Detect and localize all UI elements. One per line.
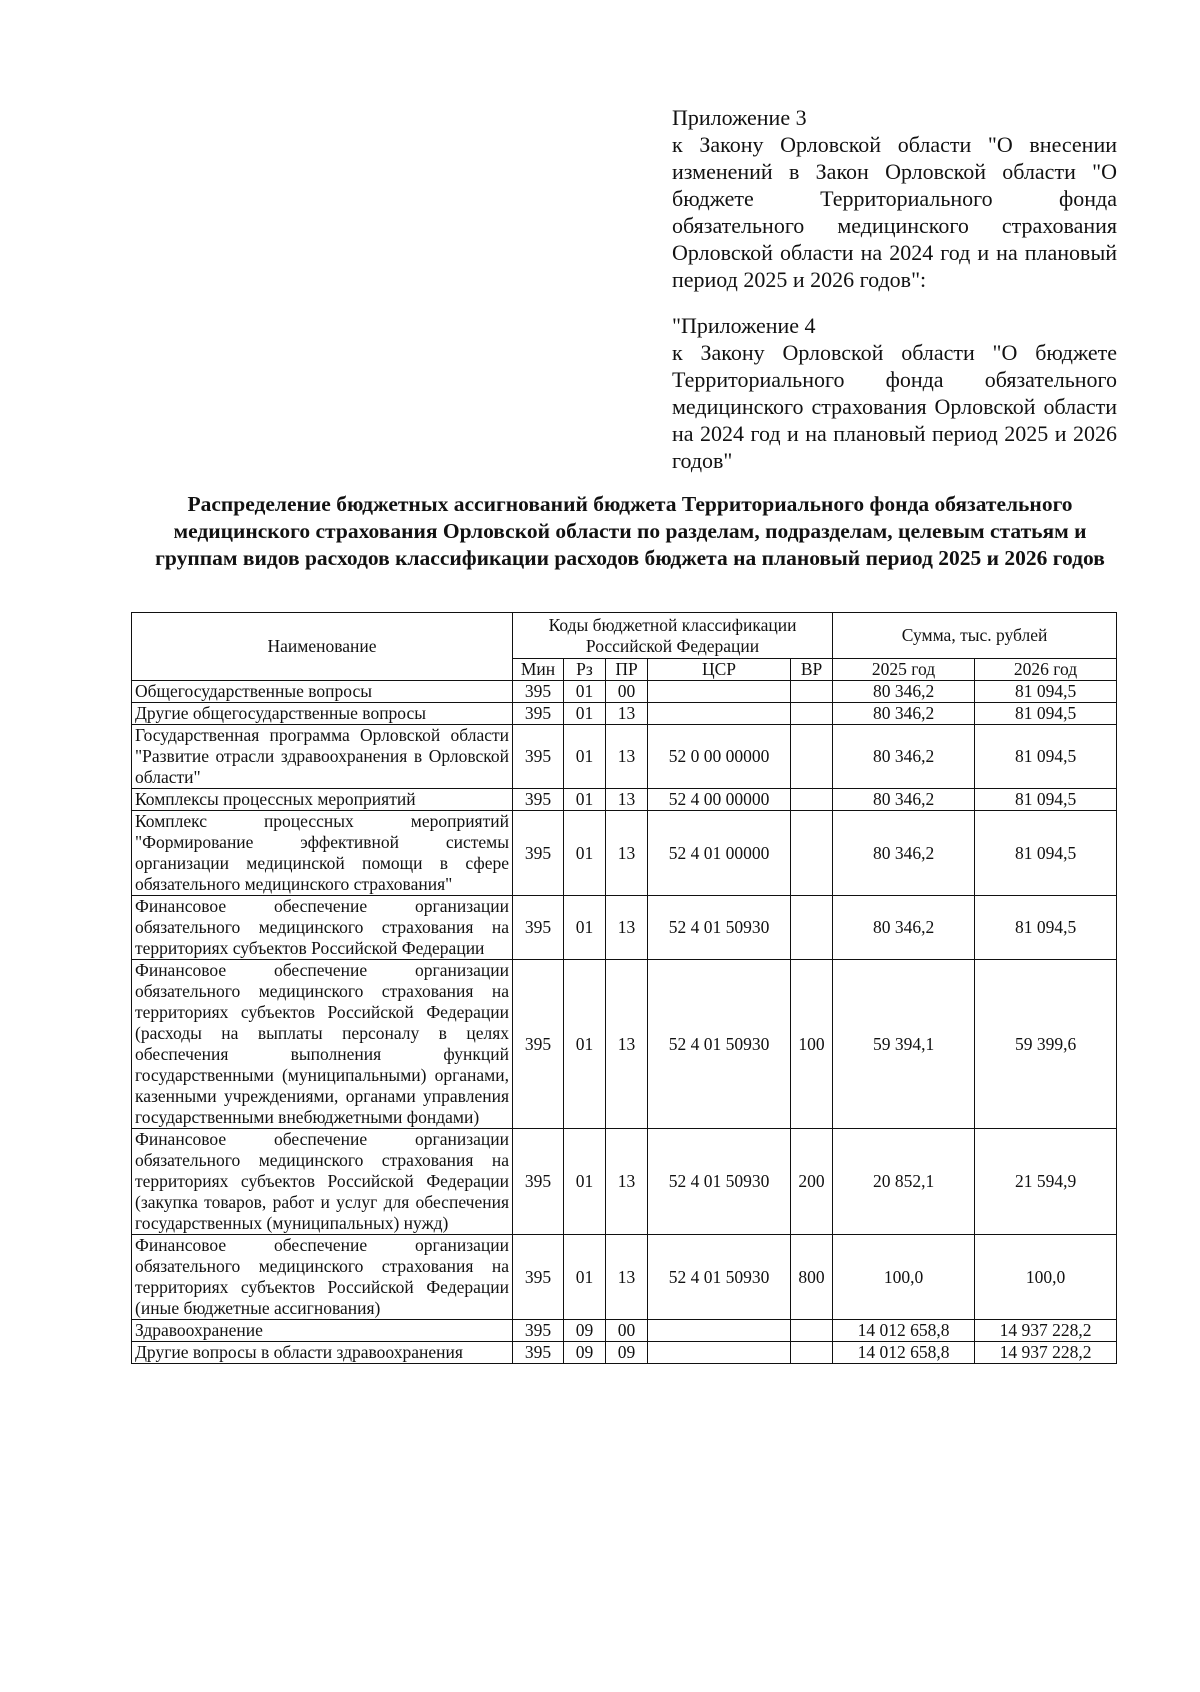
cell-csr bbox=[648, 703, 791, 725]
cell-pr: 09 bbox=[606, 1342, 648, 1364]
table-row bbox=[132, 681, 1117, 703]
cell-csr: 52 4 01 50930 bbox=[648, 1235, 791, 1320]
cell-pr: 13 bbox=[606, 1129, 648, 1235]
table-row bbox=[132, 703, 1117, 725]
cell-min: 395 bbox=[513, 1320, 564, 1342]
annex-4-title: "Приложение 4 bbox=[672, 313, 816, 338]
cell-pr: 13 bbox=[606, 703, 648, 725]
cell-min: 395 bbox=[513, 1235, 564, 1320]
cell-vr bbox=[791, 703, 833, 725]
cell-pr: 00 bbox=[606, 681, 648, 703]
table-body bbox=[132, 681, 1117, 1364]
cell-min: 395 bbox=[513, 1342, 564, 1364]
cell-vr bbox=[791, 811, 833, 896]
cell-2025: 80 346,2 bbox=[833, 811, 975, 896]
cell-rz: 01 bbox=[564, 1129, 606, 1235]
cell-2025: 80 346,2 bbox=[833, 896, 975, 960]
cell-name: Финансовое обеспечение организации обязательного медицинского страхования на территориях субъектов Российской Федерации (закупка товаров, работ и услуг для обеспечения государственных (муниципальных) нужд) bbox=[132, 1129, 513, 1235]
cell-vr bbox=[791, 1342, 833, 1364]
cell-csr: 52 4 01 50930 bbox=[648, 896, 791, 960]
header-pr: ПР bbox=[606, 659, 648, 681]
cell-name: Финансовое обеспечение организации обязательного медицинского страхования на территориях субъектов Российской Федерации (расходы на выплаты персоналу в целях обеспечения выполнения функций государственными (муниципальными) органами, казенными учреждениями, органами управления государственными внебюджетными фондами) bbox=[132, 960, 513, 1129]
table-row bbox=[132, 1320, 1117, 1342]
annex-3-reference bbox=[672, 104, 1117, 293]
cell-name: Другие вопросы в области здравоохранения bbox=[132, 1342, 513, 1364]
cell-pr: 13 bbox=[606, 1235, 648, 1320]
cell-2026: 81 094,5 bbox=[975, 725, 1117, 789]
cell-vr: 100 bbox=[791, 960, 833, 1129]
cell-rz: 01 bbox=[564, 960, 606, 1129]
table-row bbox=[132, 725, 1117, 789]
cell-vr bbox=[791, 681, 833, 703]
cell-min: 395 bbox=[513, 896, 564, 960]
cell-rz: 01 bbox=[564, 789, 606, 811]
cell-csr bbox=[648, 1320, 791, 1342]
cell-2026: 59 399,6 bbox=[975, 960, 1117, 1129]
cell-csr: 52 4 00 00000 bbox=[648, 789, 791, 811]
table-row bbox=[132, 1129, 1117, 1235]
cell-vr: 200 bbox=[791, 1129, 833, 1235]
table-row bbox=[132, 1235, 1117, 1320]
cell-2026: 81 094,5 bbox=[975, 896, 1117, 960]
table-row bbox=[132, 789, 1117, 811]
cell-name: Комплексы процессных мероприятий bbox=[132, 789, 513, 811]
cell-2025: 14 012 658,8 bbox=[833, 1342, 975, 1364]
cell-name: Комплекс процессных мероприятий "Формирование эффективной системы организации медицинской помощи в сфере обязательного медицинского страхования" bbox=[132, 811, 513, 896]
cell-csr bbox=[648, 1342, 791, 1364]
cell-csr bbox=[648, 681, 791, 703]
cell-2025: 100,0 bbox=[833, 1235, 975, 1320]
cell-csr: 52 4 01 50930 bbox=[648, 960, 791, 1129]
cell-2026: 14 937 228,2 bbox=[975, 1320, 1117, 1342]
header-name: Наименование bbox=[132, 613, 513, 681]
cell-vr bbox=[791, 896, 833, 960]
table-row bbox=[132, 896, 1117, 960]
cell-pr: 13 bbox=[606, 725, 648, 789]
cell-pr: 13 bbox=[606, 960, 648, 1129]
cell-vr bbox=[791, 789, 833, 811]
cell-rz: 09 bbox=[564, 1320, 606, 1342]
header-2025: 2025 год bbox=[833, 659, 975, 681]
cell-2025: 80 346,2 bbox=[833, 789, 975, 811]
cell-2025: 80 346,2 bbox=[833, 725, 975, 789]
cell-vr bbox=[791, 725, 833, 789]
cell-min: 395 bbox=[513, 960, 564, 1129]
cell-2026: 14 937 228,2 bbox=[975, 1342, 1117, 1364]
header-rz: Рз bbox=[564, 659, 606, 681]
cell-name: Общегосударственные вопросы bbox=[132, 681, 513, 703]
cell-pr: 00 bbox=[606, 1320, 648, 1342]
cell-vr: 800 bbox=[791, 1235, 833, 1320]
cell-rz: 01 bbox=[564, 681, 606, 703]
cell-rz: 01 bbox=[564, 1235, 606, 1320]
cell-name: Другие общегосударственные вопросы bbox=[132, 703, 513, 725]
cell-rz: 01 bbox=[564, 811, 606, 896]
cell-pr: 13 bbox=[606, 789, 648, 811]
cell-name: Финансовое обеспечение организации обязательного медицинского страхования на территориях субъектов Российской Федерации (иные бюджетные ассигнования) bbox=[132, 1235, 513, 1320]
cell-2026: 81 094,5 bbox=[975, 681, 1117, 703]
cell-min: 395 bbox=[513, 703, 564, 725]
cell-rz: 09 bbox=[564, 1342, 606, 1364]
cell-2025: 80 346,2 bbox=[833, 703, 975, 725]
cell-name: Финансовое обеспечение организации обязательного медицинского страхования на территориях субъектов Российской Федерации bbox=[132, 896, 513, 960]
cell-csr: 52 4 01 00000 bbox=[648, 811, 791, 896]
budget-allocation-table bbox=[131, 612, 1117, 1364]
table-row bbox=[132, 811, 1117, 896]
cell-2025: 59 394,1 bbox=[833, 960, 975, 1129]
cell-csr: 52 4 01 50930 bbox=[648, 1129, 791, 1235]
header-codes: Коды бюджетной классификации Российской Федерации bbox=[513, 613, 833, 659]
table-row bbox=[132, 960, 1117, 1129]
annex-3-body: к Закону Орловской области "О внесении изменений в Закон Орловской области "О бюджете Территориального фонда обязательного медицинского страхования Орловской области на 2024 год и на плановый период 2025 и 2026 годов": bbox=[672, 132, 1117, 292]
annex-3-title: Приложение 3 bbox=[672, 105, 807, 130]
cell-2025: 20 852,1 bbox=[833, 1129, 975, 1235]
header-csr: ЦСР bbox=[648, 659, 791, 681]
cell-csr: 52 0 00 00000 bbox=[648, 725, 791, 789]
cell-2025: 14 012 658,8 bbox=[833, 1320, 975, 1342]
cell-2026: 81 094,5 bbox=[975, 811, 1117, 896]
header-vr: ВР bbox=[791, 659, 833, 681]
header-min: Мин bbox=[513, 659, 564, 681]
table-row bbox=[132, 1342, 1117, 1364]
cell-2026: 100,0 bbox=[975, 1235, 1117, 1320]
cell-min: 395 bbox=[513, 789, 564, 811]
cell-rz: 01 bbox=[564, 896, 606, 960]
cell-name: Государственная программа Орловской области "Развитие отрасли здравоохранения в Орловской области" bbox=[132, 725, 513, 789]
cell-2026: 21 594,9 bbox=[975, 1129, 1117, 1235]
cell-rz: 01 bbox=[564, 725, 606, 789]
cell-pr: 13 bbox=[606, 811, 648, 896]
annex-4-reference bbox=[672, 312, 1117, 474]
cell-pr: 13 bbox=[606, 896, 648, 960]
cell-name: Здравоохранение bbox=[132, 1320, 513, 1342]
header-2026: 2026 год bbox=[975, 659, 1117, 681]
cell-vr bbox=[791, 1320, 833, 1342]
document-title: Распределение бюджетных ассигнований бюджета Территориального фонда обязательного медицинского страхования Орловской области по разделам, подразделам, целевым статьям и группам видов расходов классификации расходов бюджета на плановый период 2025 и 2026 годов bbox=[155, 492, 1105, 570]
cell-2025: 80 346,2 bbox=[833, 681, 975, 703]
annex-4-body: к Закону Орловской области "О бюджете Территориального фонда обязательного медицинского страхования Орловской области на 2024 год и на плановый период 2025 и 2026 годов" bbox=[672, 340, 1117, 473]
cell-min: 395 bbox=[513, 1129, 564, 1235]
cell-2026: 81 094,5 bbox=[975, 789, 1117, 811]
cell-min: 395 bbox=[513, 811, 564, 896]
cell-min: 395 bbox=[513, 681, 564, 703]
cell-2026: 81 094,5 bbox=[975, 703, 1117, 725]
header-sum: Сумма, тыс. рублей bbox=[833, 613, 1117, 659]
cell-min: 395 bbox=[513, 725, 564, 789]
cell-rz: 01 bbox=[564, 703, 606, 725]
